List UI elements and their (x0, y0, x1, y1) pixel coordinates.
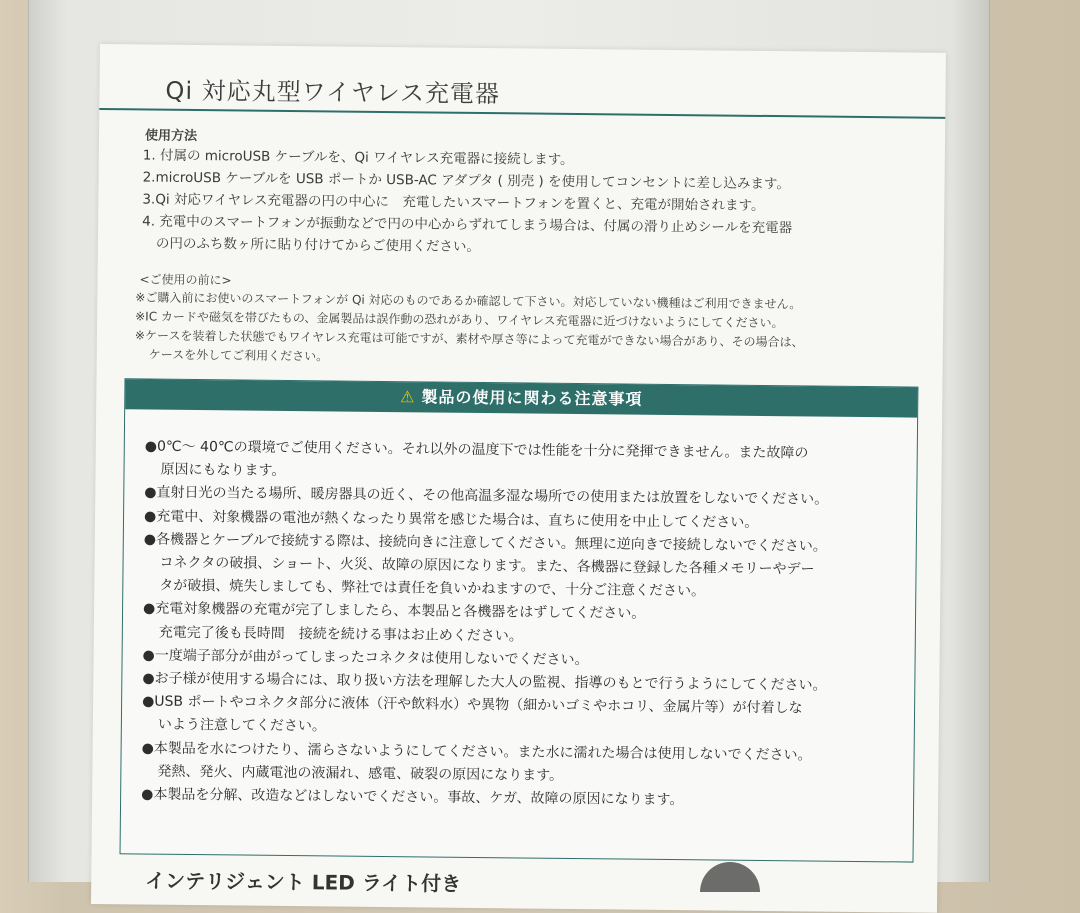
usage-step: 3.Qi 対応ワイヤレス充電器の円の中心に 充電したいスマートフォンを置くと、充電が開始されます。 (142, 191, 765, 214)
caution-header (125, 379, 917, 417)
usage-step: 2.microUSB ケーブルを USB ポートか USB-AC アダプタ ( 別売 ) を使用してコンセントに差し込みます。 (142, 169, 790, 193)
caution-item: ●充電中、対象機器の電池が熱くなったり異常を感じた場合は、直ちに使用を中止してください。 (143, 508, 759, 531)
caution-item: ●充電対象機器の充電が完了しましたら、本製品と各機器をはずしてください。 (143, 600, 646, 623)
caution-item: ●お子様が使用する場合には、取り扱い方法を理解した大人の監視、指導のもとで行うようにしてください。 (142, 670, 827, 694)
caution-item: ●USB ポートやコネクタ部分に液体（汗や飲料水）や異物（細かいゴミやホコリ、金属片等）が付着しな (142, 693, 803, 717)
caution-item: 充電完了後も長時間 接続を続ける事はお止めください。 (158, 624, 523, 645)
instruction-sheet (91, 44, 946, 913)
usage-heading: 使用方法 (144, 128, 198, 145)
caution-item: ●本製品を分解、改造などはしないでください。事故、ケガ、故障の原因になります。 (141, 786, 684, 809)
before-use-note: ※IC カードや磁気を帯びたもの、金属製品は誤作動の恐れがあり、ワイヤレス充電器に近づけないようにしてください。 (135, 309, 784, 331)
caution-item: ●直射日光の当たる場所、暖房器具の近く、その他高温多湿な場所での使用または放置をしないでください。 (144, 484, 829, 509)
caution-list (141, 435, 915, 814)
usage-steps (142, 144, 933, 262)
before-use-notes (135, 288, 936, 372)
caution-item: ●一度端子部分が曲がってしまったコネクタは使用しないでください。 (142, 647, 589, 668)
before-use-note: ※ケースを装着した状態でもワイヤレス充電は可能ですが、素材や厚さ等によって充電ができない場合があり、その場合は、 (134, 328, 804, 350)
caution-item: ●各機器とケーブルで接続する際は、接続向きに注意してください。無理に逆向きで接続しないでください。 (143, 531, 827, 555)
usage-step: 4. 充電中のスマートフォンが振動などで円の中心からずれてしまう場合は、付属の滑り止めシールを充電器 (142, 213, 793, 237)
caution-item: ●本製品を水につけたり、濡らさないようにしてください。また水に濡れた場合は使用しないでください。 (141, 740, 812, 764)
usage-step: の円のふち数ヶ所に貼り付けてからご使用ください。 (155, 235, 480, 255)
before-use-note: ケースを外してご利用ください。 (148, 347, 329, 364)
caution-box (120, 378, 919, 862)
caution-item: 原因にもなります。 (160, 461, 286, 480)
product-title: Qi 対応丸型ワイヤレス充電器 (165, 76, 501, 109)
caution-item: いよう注意してください。 (157, 717, 326, 735)
bottom-feature-text: インテリジェント LED ライト付き (145, 868, 462, 896)
title-divider (99, 108, 945, 119)
caution-item: タが破損、焼失しましても、弊社では責任を負いかねますので、十分ご注意ください。 (159, 577, 706, 600)
caution-item: コネクタの破損、ショート、火災、故障の原因になります。また、各機器に登録した各種メモリーやデー (159, 554, 815, 578)
usage-step: 1. 付属の microUSB ケーブルを、Qi ワイヤレス充電器に接続します。 (142, 147, 574, 168)
caution-item: ●0℃～ 40℃の環境でご使用ください。それ以外の温度下では性能を十分に発揮できません。また故障の (144, 438, 809, 462)
warning-icon: ⚠ (400, 387, 416, 407)
caution-heading: 製品の使用に関わる注意事項 (421, 387, 643, 409)
caution-item: 発熱、発火、内蔵電池の液漏れ、感電、破裂の原因になります。 (157, 763, 564, 784)
before-use-note: ※ご購入前にお使いのスマートフォンが Qi 対応のものであるか確認して下さい。対応していない機種はご利用できません。 (135, 290, 802, 312)
before-use-heading: <ご使用の前に> (139, 272, 232, 288)
